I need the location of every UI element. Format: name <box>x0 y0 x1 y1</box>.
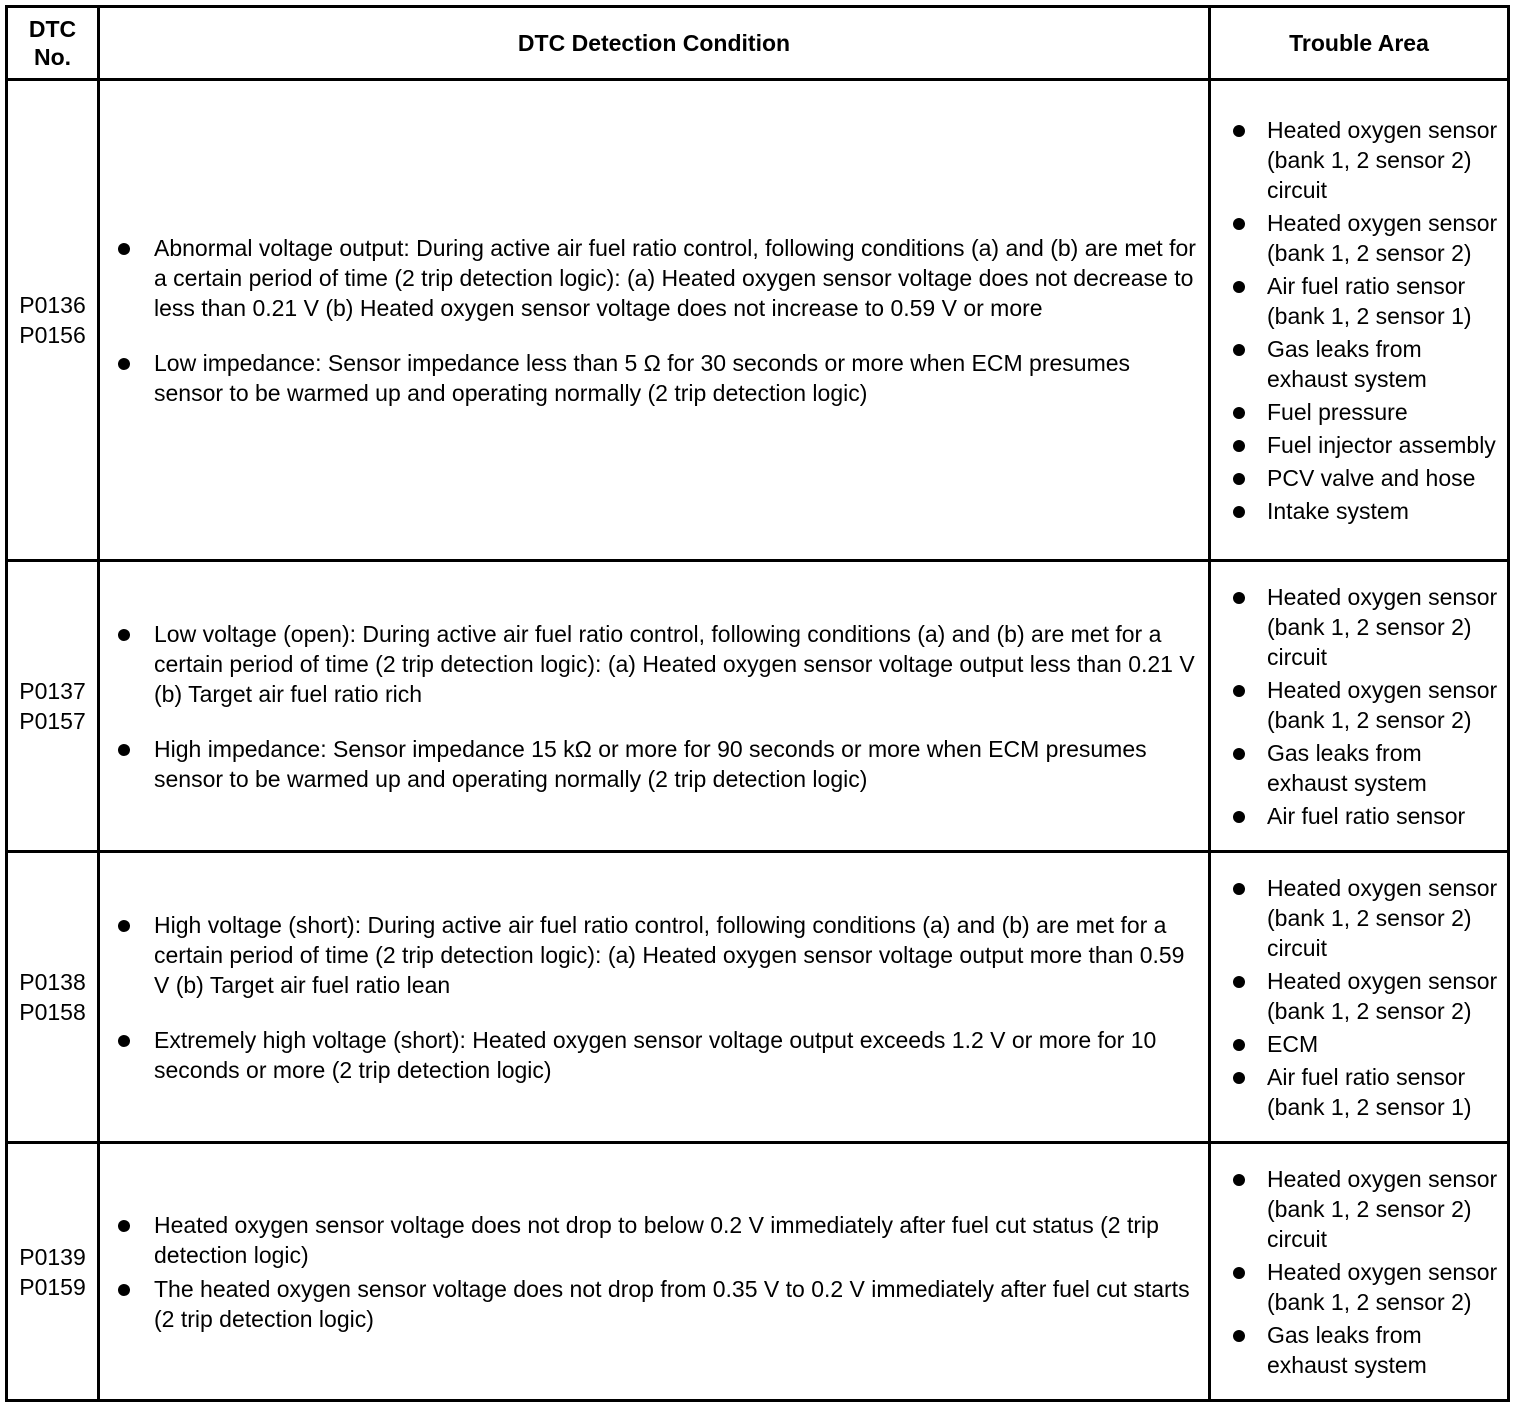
bullet-icon <box>1233 883 1245 895</box>
bullet-icon <box>1233 218 1245 230</box>
dtc-code: P0139 <box>19 1243 86 1270</box>
condition-item <box>118 1210 1200 1270</box>
dtc-code: P0159 <box>19 1273 86 1300</box>
condition-item <box>118 619 1200 709</box>
trouble-area-text: Heated oxygen sensor (bank 1, 2 sensor 2) <box>1267 210 1498 266</box>
dtc-code: P0157 <box>19 708 86 734</box>
trouble-area-text: Gas leaks from exhaust system <box>1267 1322 1427 1378</box>
trouble-area-item <box>1233 1257 1503 1317</box>
bullet-icon <box>1233 1330 1245 1342</box>
trouble-area-text: Heated oxygen sensor (bank 1, 2 sensor 2) <box>1267 677 1498 733</box>
bullet-icon <box>118 1284 130 1296</box>
condition-item <box>118 1274 1200 1334</box>
condition-item <box>118 910 1200 1000</box>
trouble-area-text: Heated oxygen sensor (bank 1, 2 sensor 2) circuit <box>1267 117 1498 203</box>
dtc-code: P0137 <box>19 678 86 704</box>
condition-item <box>118 1025 1200 1085</box>
condition-item <box>118 348 1200 408</box>
trouble-area-text: Heated oxygen sensor (bank 1, 2 sensor 2) <box>1267 1259 1498 1315</box>
trouble-area-text: Heated oxygen sensor (bank 1, 2 sensor 2) circuit <box>1267 1166 1498 1252</box>
header-condition: DTC Detection Condition <box>99 7 1210 80</box>
trouble-area-text: Fuel injector assembly <box>1267 432 1496 458</box>
dtc-code-cell <box>7 561 99 852</box>
table-row <box>7 80 1509 561</box>
bullet-icon <box>1233 811 1245 823</box>
condition-text: Heated oxygen sensor voltage does not drop to below 0.2 V immediately after fuel cut status (2 trip detection logic) <box>154 1211 1159 1268</box>
trouble-area-item <box>1233 208 1503 268</box>
bullet-icon <box>1233 473 1245 485</box>
trouble-area-item <box>1233 271 1503 331</box>
condition-text: High impedance: Sensor impedance 15 kΩ or more for 90 seconds or more when ECM presumes sensor to be warmed up and operating normally (2 trip detection logic) <box>154 735 1147 792</box>
trouble-area-item <box>1233 1029 1503 1059</box>
dtc-code: P0136 <box>19 292 86 318</box>
bullet-icon <box>1233 281 1245 293</box>
bullet-icon <box>1233 592 1245 604</box>
bullet-icon <box>1233 344 1245 356</box>
dtc-code: P0156 <box>19 322 86 348</box>
trouble-area-item <box>1233 801 1503 831</box>
trouble-area-text: PCV valve and hose <box>1267 465 1476 491</box>
trouble-area-item <box>1233 873 1503 963</box>
bullet-icon <box>1233 1039 1245 1051</box>
bullet-icon <box>118 629 130 641</box>
dtc-code-cell <box>7 1143 99 1401</box>
trouble-area-cell <box>1210 1143 1509 1401</box>
bullet-icon <box>1233 1267 1245 1279</box>
trouble-area-text: Air fuel ratio sensor (bank 1, 2 sensor 1) <box>1267 273 1472 329</box>
dtc-code-cell <box>7 852 99 1143</box>
header-dtc-no-label: DTC No. <box>28 16 77 70</box>
condition-cell <box>99 80 1210 561</box>
bullet-icon <box>118 1220 130 1232</box>
trouble-area-item <box>1233 1164 1503 1254</box>
trouble-area-text: Heated oxygen sensor (bank 1, 2 sensor 2) <box>1267 968 1498 1024</box>
bullet-icon <box>118 358 130 370</box>
header-dtc-no <box>7 7 99 80</box>
bullet-icon <box>1233 976 1245 988</box>
condition-text: The heated oxygen sensor voltage does not drop from 0.35 V to 0.2 V immediately after fuel cut starts (2 trip detection logic) <box>154 1275 1190 1332</box>
bullet-icon <box>1233 1072 1245 1084</box>
bullet-icon <box>1233 440 1245 452</box>
trouble-area-item <box>1233 1320 1503 1380</box>
trouble-area-text: Air fuel ratio sensor <box>1267 803 1466 829</box>
bullet-icon <box>118 920 130 932</box>
trouble-area-item <box>1233 496 1503 526</box>
trouble-area-item <box>1233 966 1503 1026</box>
bullet-icon <box>1233 506 1245 518</box>
condition-text: High voltage (short): During active air fuel ratio control, following conditions (a) and (b) are met for a certain period of time (2 trip detection logic): (a) Heated oxygen sensor voltage output more than 0.59 V (b) Target air fuel ratio lean <box>154 911 1185 998</box>
table-row <box>7 561 1509 852</box>
table-row <box>7 852 1509 1143</box>
condition-item <box>118 233 1200 323</box>
trouble-area-item <box>1233 115 1503 205</box>
trouble-area-text: Heated oxygen sensor (bank 1, 2 sensor 2) circuit <box>1267 875 1498 961</box>
trouble-area-cell <box>1210 561 1509 852</box>
dtc-code-cell <box>7 80 99 561</box>
bullet-icon <box>1233 407 1245 419</box>
trouble-area-item <box>1233 334 1503 394</box>
header-trouble-area: Trouble Area <box>1210 7 1509 80</box>
trouble-area-text: ECM <box>1267 1031 1319 1057</box>
bullet-icon <box>1233 748 1245 760</box>
condition-text: Low impedance: Sensor impedance less than 5 Ω for 30 seconds or more when ECM presumes sensor to be warmed up and operating normally (2 trip detection logic) <box>154 349 1131 406</box>
trouble-area-item <box>1233 738 1503 798</box>
bullet-icon <box>1233 1174 1245 1186</box>
trouble-area-cell <box>1210 80 1509 561</box>
condition-cell <box>99 561 1210 852</box>
condition-cell <box>99 852 1210 1143</box>
trouble-area-item <box>1233 1062 1503 1122</box>
condition-cell <box>99 1143 1210 1401</box>
bullet-icon <box>1233 685 1245 697</box>
condition-text: Extremely high voltage (short): Heated oxygen sensor voltage output exceeds 1.2 V or more for 10 seconds or more (2 trip detection logic) <box>154 1026 1157 1083</box>
condition-text: Low voltage (open): During active air fuel ratio control, following conditions (a) and (b) are met for a certain period of time (2 trip detection logic): (a) Heated oxygen sensor voltage output less than 0.21 V (b) Target air fuel ratio rich <box>154 620 1195 707</box>
dtc-table <box>5 5 1510 1402</box>
trouble-area-text: Gas leaks from exhaust system <box>1267 740 1427 796</box>
table-header-row <box>7 7 1509 80</box>
bullet-icon <box>118 744 130 756</box>
trouble-area-text: Intake system <box>1267 498 1409 524</box>
trouble-area-text: Heated oxygen sensor (bank 1, 2 sensor 2) circuit <box>1267 584 1498 670</box>
bullet-icon <box>118 1035 130 1047</box>
bullet-icon <box>1233 125 1245 137</box>
trouble-area-text: Fuel pressure <box>1267 399 1408 425</box>
bullet-icon <box>118 243 130 255</box>
trouble-area-text: Air fuel ratio sensor (bank 1, 2 sensor 1) <box>1267 1064 1472 1120</box>
dtc-code: P0138 <box>19 969 86 995</box>
table-row <box>7 1143 1509 1401</box>
dtc-code: P0158 <box>19 999 86 1025</box>
trouble-area-item <box>1233 463 1503 493</box>
trouble-area-item <box>1233 397 1503 427</box>
trouble-area-cell <box>1210 852 1509 1143</box>
trouble-area-item <box>1233 430 1503 460</box>
trouble-area-item <box>1233 675 1503 735</box>
trouble-area-item <box>1233 582 1503 672</box>
condition-text: Abnormal voltage output: During active air fuel ratio control, following conditions (a) and (b) are met for a certain period of time (2 trip detection logic): (a) Heated oxygen sensor voltage does not decrease to less than 0.21 V (b) Heated oxygen sensor voltage does not increase to 0.59 V or more <box>154 234 1196 321</box>
condition-item <box>118 734 1200 794</box>
trouble-area-text: Gas leaks from exhaust system <box>1267 336 1427 392</box>
